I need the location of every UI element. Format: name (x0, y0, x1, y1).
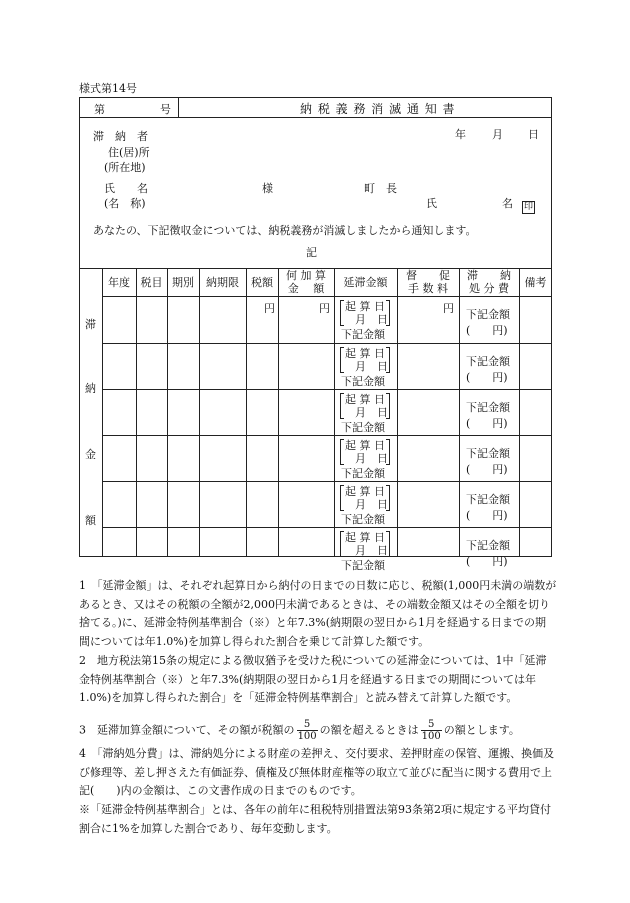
delinq-start-date-label: 起 算 日 (345, 531, 385, 544)
disposition-amount-below-label: 下記金額 (466, 539, 510, 552)
disposition-yen-blank: ( 円) (466, 509, 508, 522)
official-seal: 印 (523, 202, 533, 212)
label-name: 氏 名 (104, 182, 148, 195)
header-tax-amount: 税額 (251, 276, 273, 289)
header-delinquency: 延滞金額 (343, 276, 388, 289)
note-2: 2 地方税法第15条の規定による徴収猶予を受けた税についての延滞金については、1中「延滞金特例基準割合（※）と年7.3%(納期限の翌日から1月を経過する日までの期間については年1.0%)を加算し得られた割合」を「延滞金特例基準割合」と読み替えて計算した額です。 (79, 654, 547, 704)
ki-mark: 記 (306, 246, 317, 259)
bracket-left (340, 300, 344, 326)
header-disposition-2: 処 分 費 (469, 282, 509, 295)
col-divider (246, 268, 247, 557)
header-period: 期別 (172, 276, 194, 289)
row-divider (102, 435, 552, 436)
header-surcharge-1: 何 加 算 (286, 269, 326, 282)
disposition-yen-blank: ( 円) (466, 555, 508, 568)
bracket-left (340, 531, 344, 557)
unit-yen-surcharge: 円 (319, 302, 330, 315)
delinq-amount-below-label: 下記金額 (341, 421, 385, 434)
delinq-month-day-label: 月 日 (355, 452, 388, 465)
note-3: 3 延滞加算金額について、その額が税額の $\frac{5}{100}$ の額を超えるときは $\frac{5}{100}$ の額とします。 (79, 719, 520, 742)
col-divider (459, 268, 460, 557)
side-label-char: 金 (85, 448, 96, 461)
row-divider (102, 527, 552, 528)
delinq-month-day-label: 月 日 (355, 544, 388, 557)
delinq-start-date-label: 起 算 日 (345, 485, 385, 498)
row-divider (102, 481, 552, 482)
honorific: 様 (262, 182, 273, 195)
unit-yen-tax: 円 (264, 302, 275, 315)
delinq-start-date-label: 起 算 日 (345, 300, 385, 313)
disposition-amount-below-label: 下記金額 (466, 355, 510, 368)
header-demand-1: 督 促 (406, 269, 450, 282)
mayor-name-1: 氏 (426, 197, 437, 210)
delinq-amount-below-label: 下記金額 (341, 375, 385, 388)
delinq-amount-below-label: 下記金額 (341, 513, 385, 526)
row-divider (102, 389, 552, 390)
header-surcharge-2: 金 額 (287, 282, 325, 295)
header-remarks: 備考 (524, 276, 547, 289)
side-label-char: 滞 (85, 318, 96, 331)
label-location: (所在地) (104, 161, 146, 174)
col-divider (397, 268, 398, 557)
delinq-month-day-label: 月 日 (355, 360, 388, 373)
bracket-left (340, 393, 344, 419)
mayor-name-2: 名 (502, 197, 513, 210)
col-divider (167, 268, 168, 557)
col-divider (278, 268, 279, 557)
fraction-5-100: $\frac{5}{100}$ (297, 719, 317, 742)
header-due-date: 納期限 (206, 276, 239, 289)
disposition-amount-below-label: 下記金額 (466, 447, 510, 460)
col-divider (519, 268, 520, 557)
disposition-amount-below-label: 下記金額 (466, 401, 510, 414)
table-header-bottom (102, 296, 552, 297)
note-1: 1 「延滞金額」は、それぞれ起算日から納付の日までの日数に応じ、税額(1,000円未満の端数があるとき、又はその税額の全額が2,000円未満であるときは、その端数金額又はその全額を切り捨てる。)に、延滞金特例基準割合（※）と年7.3%(納期限の翌日から1月を経過する日までの期間については年1.0%)を加算し得られた割合を乗じて計算した額です。 (79, 579, 557, 648)
disposition-yen-blank: ( 円) (466, 417, 508, 430)
delinq-start-date-label: 起 算 日 (345, 439, 385, 452)
note-4: 4 「滞納処分費」は、滞納処分による財産の差押え、交付要求、差押財産の保管、運搬、換価及び修理等、差し押さえた有価証券、債権及び無体財産権等の取立て並びに配当に関する費用で上記( )内の金額は、この文書作成の日までのものです。 (79, 747, 555, 797)
delinq-amount-below-label: 下記金額 (341, 467, 385, 480)
disposition-yen-blank: ( 円) (466, 463, 508, 476)
delinq-month-day-label: 月 日 (355, 498, 388, 511)
col-divider (334, 268, 335, 557)
bracket-left (340, 485, 344, 511)
header-tax-item: 税目 (140, 276, 163, 289)
header-demand-2: 手 数 料 (408, 282, 448, 295)
form-number: 様式第14号 (79, 82, 137, 95)
fraction-5-100: $\frac{5}{100}$ (421, 719, 441, 742)
delinq-month-day-label: 月 日 (355, 406, 388, 419)
disposition-amount-below-label: 下記金額 (466, 493, 510, 506)
col-divider (199, 268, 200, 557)
delinq-amount-below-label: 下記金額 (341, 328, 385, 341)
label-address: 住(居)所 (108, 146, 150, 159)
date-day: 日 (528, 128, 539, 141)
header-year: 年度 (108, 276, 130, 289)
date-year: 年 (455, 128, 466, 141)
delinq-start-date-label: 起 算 日 (345, 347, 385, 360)
header-split (178, 97, 179, 117)
delinq-start-date-label: 起 算 日 (345, 393, 385, 406)
delinq-month-day-label: 月 日 (355, 313, 388, 326)
notice-message: あなたの、下記徴収金については、納税義務が消滅しましたから通知します。 (93, 224, 477, 237)
side-label-char: 納 (85, 382, 96, 395)
label-corp-name: (名 称) (104, 197, 146, 210)
col-divider (136, 268, 137, 557)
bracket-left (340, 347, 344, 373)
mayor-title: 町 長 (364, 182, 397, 195)
date-month: 月 (492, 128, 503, 141)
note-5: ※「延滞金特例基準割合」とは、各年の前年に租税特別措置法第93条第2項に規定する平均貸付割合に1%を加算した割合であり、毎年変動します。 (79, 803, 551, 835)
header-disposition-1: 滞 納 (467, 269, 511, 282)
row-divider (102, 343, 552, 344)
document-title: 納 税 義 務 消 滅 通 知 書 (300, 102, 456, 116)
side-label-char: 額 (85, 514, 96, 527)
col-divider (102, 268, 103, 557)
disposition-amount-below-label: 下記金額 (466, 308, 510, 321)
bracket-left (340, 439, 344, 465)
number-label-prefix: 第 (94, 103, 105, 116)
number-label-suffix: 号 (160, 103, 171, 116)
header-divider (79, 117, 552, 118)
unit-yen-demand: 円 (443, 302, 454, 315)
disposition-yen-blank: ( 円) (466, 324, 508, 337)
delinq-amount-below-label: 下記金額 (341, 559, 385, 572)
disposition-yen-blank: ( 円) (466, 371, 508, 384)
label-taxpayer: 滞 納 者 (93, 130, 148, 143)
